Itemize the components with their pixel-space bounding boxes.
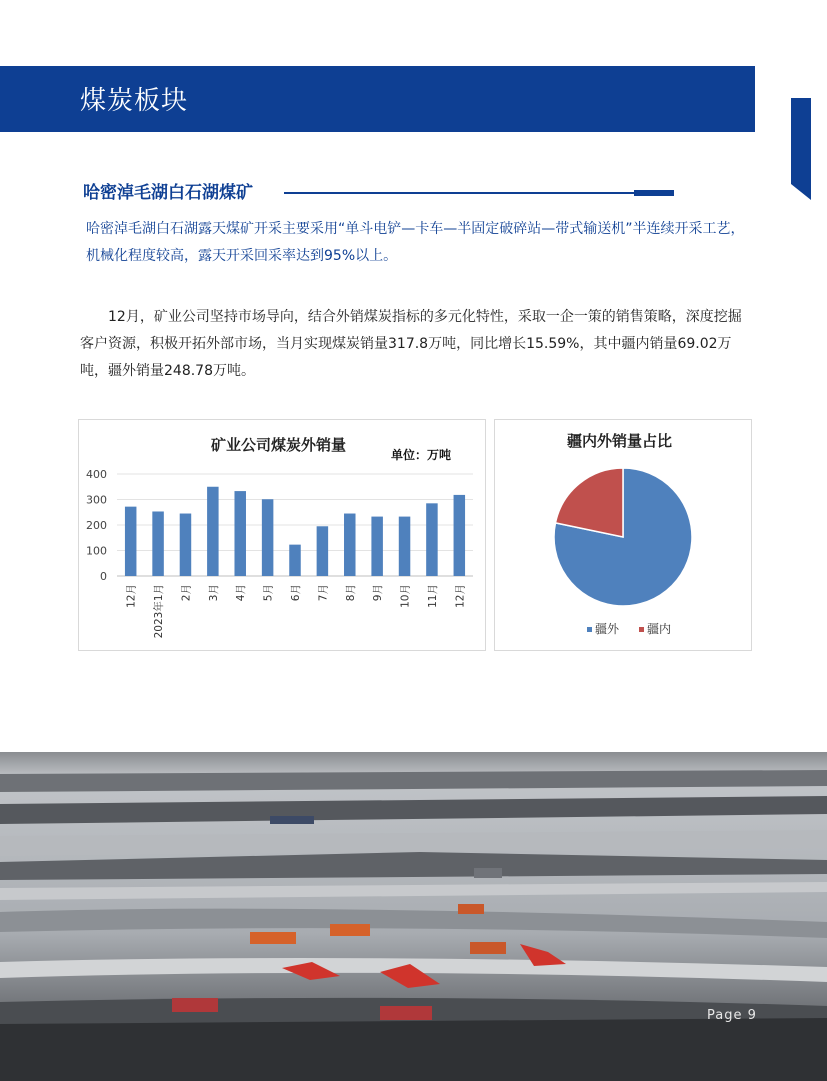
section-title: 哈密淖毛湖白石湖煤矿 [83,183,253,203]
bar [262,499,274,576]
y-tick-label: 400 [86,468,107,481]
pie-chart-title: 疆内外销量占比 [567,432,673,450]
x-tick-label: 11月 [426,584,439,608]
x-tick-label: 9月 [372,584,385,602]
x-tick-label: 3月 [207,584,220,602]
legend-label: 疆内 [647,622,672,636]
legend-label: 疆外 [595,622,620,636]
bar [399,517,411,576]
bar [234,491,246,576]
bar [454,495,466,576]
x-tick-label: 6月 [290,584,302,602]
bar-chart-panel [78,419,486,651]
x-tick-label: 12月 [454,584,467,608]
y-tick-label: 200 [86,519,107,532]
x-tick-label: 8月 [344,584,357,602]
x-tick-label: 2023年1月 [153,584,166,639]
bar [317,526,329,576]
x-tick-label: 7月 [317,584,330,602]
page-title: 煤炭板块 [80,86,189,116]
section-intro: 哈密淖毛湖白石湖露天煤矿开采主要采用“单斗电铲—卡车—半固定破碎站—带式输送机”半连续开采工艺，机械化程度较高，露天开采回采率达到95%以上。 [86,221,745,264]
bar [344,514,356,576]
bar [180,514,192,576]
x-tick-label: 12月 [125,584,138,608]
bar [207,487,219,576]
pie-chart [495,420,751,650]
bar [125,507,137,576]
y-tick-label: 100 [86,544,107,558]
bar [289,545,301,576]
x-tick-label: 10月 [399,584,412,608]
page-number: Page 9 [707,1008,757,1023]
x-tick-label: 5月 [262,584,275,602]
bar-chart [79,420,485,650]
section-divider [284,192,674,194]
bar-chart-title: 矿业公司煤炭外销量 [211,436,347,454]
section-body: 12月，矿业公司坚持市场导向，结合外销煤炭指标的多元化特性，采取一企一策的销售策略，深度挖掘客户资源，积极开拓外部市场，当月实现煤炭销量317.8万吨，同比增长15.59%，其中疆内销量69.02万吨，疆外销量248.78万吨。 [80,309,742,379]
pie-chart-panel [494,419,752,651]
bar-chart-unit: 单位：万吨 [391,448,452,462]
legend-swatch [587,627,592,632]
x-tick-label: 2月 [180,584,193,602]
x-tick-label: 4月 [235,584,248,602]
y-tick-label: 0 [100,570,107,583]
bar [152,511,164,576]
bar [371,517,383,576]
y-tick-label: 300 [86,493,107,507]
legend-swatch [639,627,644,632]
section-divider-accent [634,190,674,196]
bar [426,503,438,576]
side-tab-marker [791,98,811,200]
open-pit-mine-photo [0,752,827,1081]
